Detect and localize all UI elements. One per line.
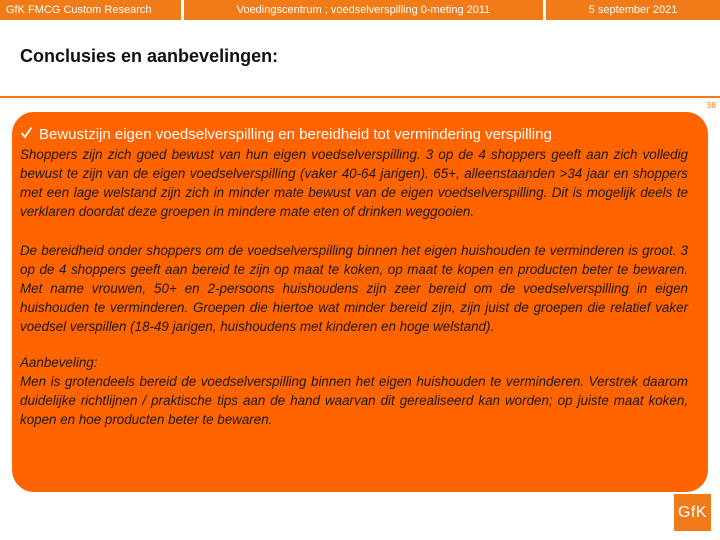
- recommendation-block: [20, 353, 688, 429]
- header-bar: [0, 0, 720, 22]
- gfk-logo: GfK: [674, 494, 711, 531]
- recommendation-text: Men is grotendeels bereid de voedselverspilling binnen het eigen huishouden te verminderen. Verstrek daarom duidelijke richtlijnen / praktische tips aan de hand waarvan dit gerealiseerd kan worden; op juiste maat koken, kopen en hoe producten beter te bewaren.: [20, 374, 688, 427]
- recommendation-label: Aanbeveling:: [20, 355, 98, 370]
- title-divider: [0, 96, 720, 98]
- page-number: 58: [707, 101, 716, 110]
- header-company: GfK FMCG Custom Research: [0, 0, 181, 20]
- header-date: 5 september 2021: [546, 0, 720, 20]
- conclusions-panel: [12, 112, 708, 492]
- willingness-paragraph: De bereidheid onder shoppers om de voedselverspilling binnen het eigen huishouden te verminderen is groot. 3 op de 4 shoppers geeft aan bereid te zijn op maat te koken, op maat te kopen en producten beter te bewaren. Met name vrouwen, 50+ en 2-persoons huishoudens zijn zeer bereid om de voedselverspilling in eigen huishouden te verminderen. Groepen die hiertoe wat minder bereid zijn, zijn juist de groepen die relatief vaker voedsel verspillen (18-49 jarigen, huishoudens met kinderen en hoge welstand).: [20, 243, 688, 334]
- section-heading-text: Bewustzijn eigen voedselverspilling en bereidheid tot vermindering verspilling: [39, 126, 552, 143]
- section-heading: [20, 126, 688, 143]
- header-project: Voedingscentrum ; voedselverspilling 0-meting 2011: [184, 0, 543, 20]
- awareness-paragraph: Shoppers zijn zich goed bewust van hun eigen voedselverspilling. 3 op de 4 shoppers geeft aan zich volledig bewust te zijn van de eigen voedselverspilling (vaker 40-64 jarigen). 65+, alleenstaanden >34 jaar en shoppers met een lage welstand zijn zich in minder mate bewust van de eigen voedselverspilling. Dit is mogelijk deels te verklaren doordat deze groepen in mindere mate eten of drinken weggooien.: [20, 147, 688, 219]
- page-title: Conclusies en aanbevelingen:: [20, 46, 279, 66]
- checkmark-icon: [20, 126, 34, 143]
